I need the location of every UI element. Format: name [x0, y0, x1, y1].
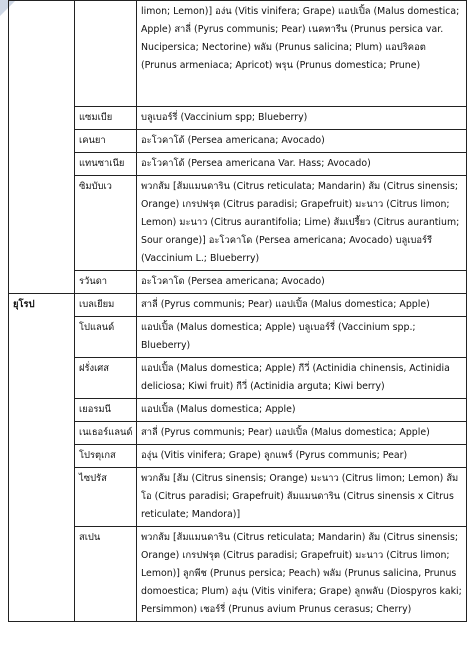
products-cell: สาลี่ (Pyrus communis; Pear) แอปเปิ้ล (Malus domestica; Apple) — [137, 422, 467, 445]
table-row — [9, 399, 467, 422]
country-cell: สเปน — [75, 527, 137, 622]
country-cell: เบลเยียม — [75, 294, 137, 317]
products-cell: อะโวคาโด (Persea americana; Avocado) — [137, 271, 467, 294]
products-cell: แอปเปิ้ล (Malus domestica; Apple) กีวี่ (Actinidia chinensis, Actinidia deliciosa; Kiwi fruit) กีวี่ (Actinidia arguta; Kiwi berry) — [137, 358, 467, 399]
table-row — [9, 294, 467, 317]
country-cell: ซิมบับเว — [75, 176, 137, 271]
country-cell: โปรตุเกส — [75, 445, 137, 468]
table-row — [9, 107, 467, 130]
products-cell: อะโวคาโด้ (Persea americana Var. Hass; Avocado) — [137, 153, 467, 176]
table-row — [9, 317, 467, 358]
region-cell — [9, 1, 75, 294]
products-cell: บลูเบอร์รี่ (Vaccinium spp; Blueberry) — [137, 107, 467, 130]
table-row — [9, 153, 467, 176]
country-cell: เคนยา — [75, 130, 137, 153]
country-cell: ฝรั่งเศส — [75, 358, 137, 399]
table-row — [9, 527, 467, 622]
products-cell: limon; Lemon)] อง่น (Vitis vinifera; Grape) แอปเปิ้ล (Malus domestica; Apple) สาลี่ (Pyrus communis; Pear) เนคทารีน (Prunus persica var. Nucipersica; Nectorine) พลัม (Prunus salicina; Plum) แอปริคอต (Prunus armeniaca; Apricot) พรุน (Prunus domestica; Prune) — [137, 1, 467, 107]
table-row — [9, 271, 467, 294]
country-cell: ไซปรัส — [75, 468, 137, 527]
table-row — [9, 422, 467, 445]
products-cell: แอปเปิ้ล (Malus domestica; Apple) บลูเบอร์รี่ (Vaccinium spp.; Blueberry) — [137, 317, 467, 358]
table-row — [9, 130, 467, 153]
table-row — [9, 445, 467, 468]
table-row — [9, 468, 467, 527]
products-cell: อะโวคาโด้ (Persea americana; Avocado) — [137, 130, 467, 153]
country-cell: เนเธอร์แลนด์ — [75, 422, 137, 445]
table-row — [9, 176, 467, 271]
country-cell: เยอรมนี — [75, 399, 137, 422]
country-cell: โปแลนด์ — [75, 317, 137, 358]
table-row — [9, 1, 467, 107]
products-cell: สาลี่ (Pyrus communis; Pear) แอปเปิ้ล (Malus domestica; Apple) — [137, 294, 467, 317]
products-cell: พวกส้ม [ส้มแมนดาริน (Citrus reticulata; Mandarin) ส้ม (Citrus sinensis; Orange) เกรปฟรุต (Citrus paradisi; Grapefruit) มะนาว (Citrus limon; Lemon) มะนาว (Citrus aurantifolia; Lime) ส้มเปรี้ยว (Citrus aurantium; Sour orange)] อะโวคาโด (Persea americana; Avocado) บลูเบอร์รี (Vaccinium L.; Blueberry) — [137, 176, 467, 271]
country-cell — [75, 1, 137, 107]
table-row — [9, 358, 467, 399]
import-products-table — [8, 0, 467, 622]
country-cell: แทนซาเนีย — [75, 153, 137, 176]
country-cell: รวันดา — [75, 271, 137, 294]
products-cell: พวกส้ม [ส้ม (Citrus sinensis; Orange) มะนาว (Citrus limon; Lemon) ส้มโอ (Citrus paradisi; Grapefruit) ส้มแมนดาริน (Citrus sinensis x Citrus reticulate; Mandora)] — [137, 468, 467, 527]
country-cell: แซมเบีย — [75, 107, 137, 130]
products-cell: แอปเปิ้ล (Malus domestica; Apple) — [137, 399, 467, 422]
products-cell: พวกส้ม [ส้มแมนดาริน (Citrus reticulata; Mandarin) ส้ม (Citrus sinensis; Orange) เกรปฟรุต (Citrus paradisi; Grapefruit) มะนาว (Citrus limon; Lemon)] ลูกพีช (Prunus persica; Peach) พลัม (Prunus salicina, Prunus domoestica; Plum) องุ่น (Vitis vinifera; Grape) ลูกพลับ (Diospyros kaki; Persimmon) เชอร์รี่ (Prunus avium Prunus cerasus; Cherry) — [137, 527, 467, 622]
region-cell: ยุโรป — [9, 294, 75, 622]
products-cell: องุ่น (Vitis vinifera; Grape) ลูกแพร์ (Pyrus communis; Pear) — [137, 445, 467, 468]
